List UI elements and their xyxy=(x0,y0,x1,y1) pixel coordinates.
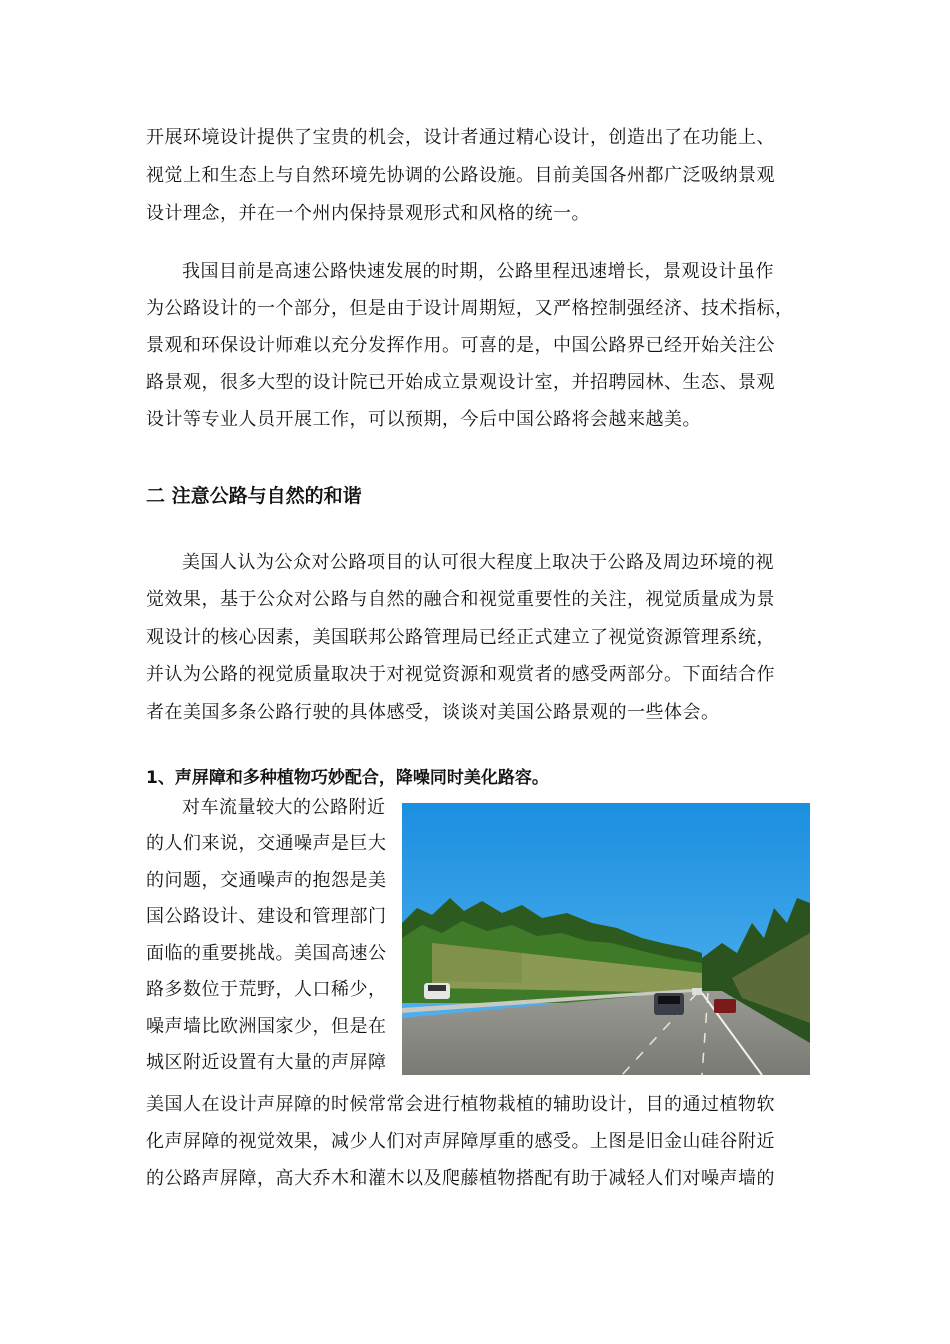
para3-line-2: 觉效果，基于公众对公路与自然的融合和视觉重要性的关注，视觉质量成为景 xyxy=(146,589,775,610)
para2-line-3: 景观和环保设计师难以充分发挥作用。可喜的是，中国公路界已经开始关注公 xyxy=(146,335,775,356)
para4-line-1: 对车流量较大的公路附近 xyxy=(182,797,386,818)
para4-line-3: 的问题，交通噪声的抱怨是美 xyxy=(146,870,387,891)
para4-full-line-2: 化声屏障的视觉效果，减少人们对声屏障厚重的感受。上图是旧金山硅谷附近 xyxy=(146,1131,775,1152)
para1-line-1: 开展环境设计提供了宝贵的机会，设计者通过精心设计，创造出了在功能上、 xyxy=(146,127,775,148)
highway-sound-barrier-photo xyxy=(402,803,810,1075)
para4-line-4: 国公路设计、建设和管理部门 xyxy=(146,906,387,927)
section-heading: 二 注意公路与自然的和谐 xyxy=(146,485,362,507)
para3-line-5: 者在美国多条公路行驶的具体感受，谈谈对美国公路景观的一些体会。 xyxy=(146,702,720,723)
para2-line-4: 路景观，很多大型的设计院已开始成立景观设计室，并招聘园林、生态、景观 xyxy=(146,372,775,393)
para4-full-line-1: 美国人在设计声屏障的时候常常会进行植物栽植的辅助设计，目的通过植物软 xyxy=(146,1094,775,1115)
para1-line-2: 视觉上和生态上与自然环境先协调的公路设施。目前美国各州都广泛吸纳景观 xyxy=(146,165,775,186)
para4-full-line-3: 的公路声屏障，高大乔木和灌木以及爬藤植物搭配有助于减轻人们对噪声墙的 xyxy=(146,1168,775,1189)
para3-line-1: 美国人认为公众对公路项目的认可很大程度上取决于公路及周边环境的视 xyxy=(182,552,774,573)
para4-line-6: 路多数位于荒野，人口稀少， xyxy=(146,979,387,1000)
para4-line-7: 噪声墙比欧洲国家少，但是在 xyxy=(146,1016,387,1037)
para1-line-3: 设计理念，并在一个州内保持景观形式和风格的统一。 xyxy=(146,203,590,224)
para4-line-8: 城区附近设置有大量的声屏障 xyxy=(146,1052,387,1073)
para4-line-5: 面临的重要挑战。美国高速公 xyxy=(146,943,387,964)
para4-line-2: 的人们来说，交通噪声是巨大 xyxy=(146,833,387,854)
para2-line-5: 设计等专业人员开展工作，可以预期，今后中国公路将会越来越美。 xyxy=(146,409,701,430)
para3-line-3: 观设计的核心因素，美国联邦公路管理局已经正式建立了视觉资源管理系统， xyxy=(146,627,775,648)
para3-line-4: 并认为公路的视觉质量取决于对视觉资源和观赏者的感受两部分。下面结合作 xyxy=(146,664,775,685)
para2-line-2: 为公路设计的一个部分，但是由于设计周期短，又严格控制强经济、技术指标， xyxy=(146,298,794,319)
subheading-sound-barrier: 1、声屏障和多种植物巧妙配合，降噪同时美化路容。 xyxy=(146,768,549,788)
para2-line-1: 我国目前是高速公路快速发展的时期，公路里程迅速增长，景观设计虽作 xyxy=(182,261,774,282)
